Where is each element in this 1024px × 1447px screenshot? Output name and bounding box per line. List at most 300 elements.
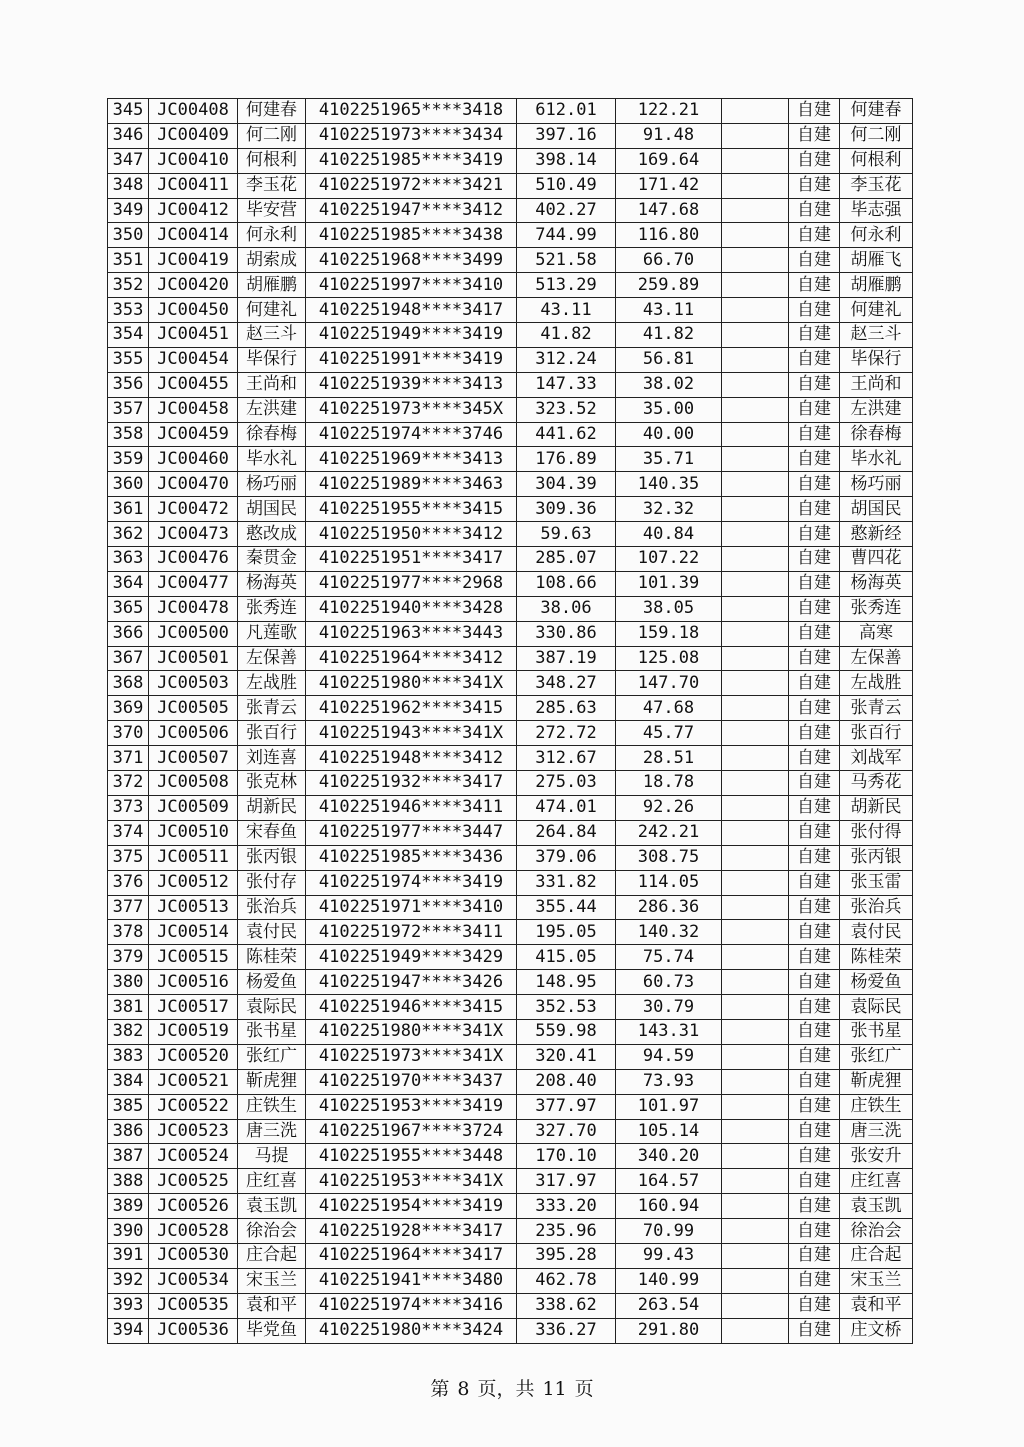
row-number-cell: 382: [108, 1019, 149, 1044]
build-type-cell: 自建: [789, 1019, 840, 1044]
id-number-cell: 4102251946****3415: [306, 995, 517, 1020]
owner-name-cell: 何二刚: [840, 123, 913, 148]
build-type-cell: 自建: [789, 99, 840, 124]
table-row: [108, 945, 913, 970]
note-cell: [722, 795, 789, 820]
area-1-cell: 275.03: [517, 771, 616, 796]
record-code-cell: JC00476: [149, 547, 238, 572]
table-row: [108, 248, 913, 273]
build-type-cell: 自建: [789, 497, 840, 522]
row-number-cell: 381: [108, 995, 149, 1020]
owner-name-cell: 张书星: [840, 1019, 913, 1044]
holder-name-cell: 袁付民: [238, 920, 306, 945]
id-number-cell: 4102251946****3411: [306, 795, 517, 820]
table-row: [108, 148, 913, 173]
area-2-cell: 70.99: [616, 1219, 722, 1244]
record-code-cell: JC00460: [149, 447, 238, 472]
holder-name-cell: 杨巧丽: [238, 472, 306, 497]
area-2-cell: 140.35: [616, 472, 722, 497]
record-code-cell: JC00411: [149, 173, 238, 198]
holder-name-cell: 何建礼: [238, 298, 306, 323]
owner-name-cell: 李玉花: [840, 173, 913, 198]
area-1-cell: 148.95: [517, 970, 616, 995]
area-2-cell: 94.59: [616, 1044, 722, 1069]
row-number-cell: 357: [108, 397, 149, 422]
build-type-cell: 自建: [789, 1044, 840, 1069]
table-row: [108, 1293, 913, 1318]
build-type-cell: 自建: [789, 721, 840, 746]
holder-name-cell: 唐三洗: [238, 1119, 306, 1144]
row-number-cell: 364: [108, 571, 149, 596]
row-number-cell: 362: [108, 522, 149, 547]
record-code-cell: JC00500: [149, 621, 238, 646]
id-number-cell: 4102251967****3724: [306, 1119, 517, 1144]
area-1-cell: 304.39: [517, 472, 616, 497]
build-type-cell: 自建: [789, 198, 840, 223]
id-number-cell: 4102251948****3412: [306, 746, 517, 771]
area-1-cell: 264.84: [517, 820, 616, 845]
holder-name-cell: 刘连喜: [238, 746, 306, 771]
area-2-cell: 105.14: [616, 1119, 722, 1144]
build-type-cell: 自建: [789, 173, 840, 198]
note-cell: [722, 845, 789, 870]
record-code-cell: JC00516: [149, 970, 238, 995]
note-cell: [722, 497, 789, 522]
id-number-cell: 4102251955****3448: [306, 1144, 517, 1169]
area-2-cell: 107.22: [616, 547, 722, 572]
holder-name-cell: 宋春鱼: [238, 820, 306, 845]
area-2-cell: 41.82: [616, 323, 722, 348]
id-number-cell: 4102251969****3413: [306, 447, 517, 472]
build-type-cell: 自建: [789, 970, 840, 995]
owner-name-cell: 何建礼: [840, 298, 913, 323]
area-1-cell: 559.98: [517, 1019, 616, 1044]
owner-name-cell: 张秀连: [840, 596, 913, 621]
table-row: [108, 646, 913, 671]
table-row: [108, 596, 913, 621]
area-1-cell: 208.40: [517, 1069, 616, 1094]
area-2-cell: 286.36: [616, 895, 722, 920]
build-type-cell: 自建: [789, 1243, 840, 1268]
area-1-cell: 395.28: [517, 1243, 616, 1268]
record-code-cell: JC00513: [149, 895, 238, 920]
id-number-cell: 4102251985****3438: [306, 223, 517, 248]
registry-table-body: [108, 99, 913, 1344]
area-2-cell: 43.11: [616, 298, 722, 323]
build-type-cell: 自建: [789, 845, 840, 870]
row-number-cell: 369: [108, 696, 149, 721]
note-cell: [722, 1219, 789, 1244]
note-cell: [722, 547, 789, 572]
build-type-cell: 自建: [789, 148, 840, 173]
record-code-cell: JC00420: [149, 273, 238, 298]
owner-name-cell: 张付得: [840, 820, 913, 845]
id-number-cell: 4102251989****3463: [306, 472, 517, 497]
table-row: [108, 1119, 913, 1144]
holder-name-cell: 胡国民: [238, 497, 306, 522]
record-code-cell: JC00455: [149, 372, 238, 397]
table-row: [108, 1219, 913, 1244]
id-number-cell: 4102251941****3480: [306, 1268, 517, 1293]
table-row: [108, 1144, 913, 1169]
owner-name-cell: 左洪建: [840, 397, 913, 422]
record-code-cell: JC00473: [149, 522, 238, 547]
build-type-cell: 自建: [789, 123, 840, 148]
note-cell: [722, 248, 789, 273]
table-row: [108, 895, 913, 920]
record-code-cell: JC00454: [149, 347, 238, 372]
build-type-cell: 自建: [789, 1219, 840, 1244]
area-2-cell: 340.20: [616, 1144, 722, 1169]
note-cell: [722, 1069, 789, 1094]
table-row: [108, 173, 913, 198]
id-number-cell: 4102251977****3447: [306, 820, 517, 845]
holder-name-cell: 袁际民: [238, 995, 306, 1020]
area-1-cell: 272.72: [517, 721, 616, 746]
row-number-cell: 355: [108, 347, 149, 372]
record-code-cell: JC00511: [149, 845, 238, 870]
holder-name-cell: 何根利: [238, 148, 306, 173]
id-number-cell: 4102251955****3415: [306, 497, 517, 522]
id-number-cell: 4102251964****3412: [306, 646, 517, 671]
area-1-cell: 147.33: [517, 372, 616, 397]
record-code-cell: JC00512: [149, 870, 238, 895]
id-number-cell: 4102251949****3429: [306, 945, 517, 970]
note-cell: [722, 771, 789, 796]
table-row: [108, 621, 913, 646]
note-cell: [722, 621, 789, 646]
owner-name-cell: 张安升: [840, 1144, 913, 1169]
area-2-cell: 160.94: [616, 1194, 722, 1219]
row-number-cell: 386: [108, 1119, 149, 1144]
owner-name-cell: 毕水礼: [840, 447, 913, 472]
id-number-cell: 4102251932****3417: [306, 771, 517, 796]
id-number-cell: 4102251977****2968: [306, 571, 517, 596]
area-2-cell: 30.79: [616, 995, 722, 1020]
owner-name-cell: 何建春: [840, 99, 913, 124]
table-row: [108, 696, 913, 721]
table-row: [108, 1044, 913, 1069]
holder-name-cell: 杨海英: [238, 571, 306, 596]
row-number-cell: 358: [108, 422, 149, 447]
area-2-cell: 101.39: [616, 571, 722, 596]
area-1-cell: 38.06: [517, 596, 616, 621]
owner-name-cell: 张青云: [840, 696, 913, 721]
holder-name-cell: 庄铁生: [238, 1094, 306, 1119]
table-row: [108, 99, 913, 124]
note-cell: [722, 1243, 789, 1268]
table-row: [108, 223, 913, 248]
note-cell: [722, 223, 789, 248]
note-cell: [722, 323, 789, 348]
holder-name-cell: 张付存: [238, 870, 306, 895]
table-row: [108, 298, 913, 323]
owner-name-cell: 庄合起: [840, 1243, 913, 1268]
record-code-cell: JC00472: [149, 497, 238, 522]
area-2-cell: 114.05: [616, 870, 722, 895]
area-2-cell: 125.08: [616, 646, 722, 671]
owner-name-cell: 左战胜: [840, 671, 913, 696]
build-type-cell: 自建: [789, 820, 840, 845]
note-cell: [722, 1169, 789, 1194]
id-number-cell: 4102251947****3412: [306, 198, 517, 223]
owner-name-cell: 靳虎狸: [840, 1069, 913, 1094]
area-1-cell: 379.06: [517, 845, 616, 870]
build-type-cell: 自建: [789, 621, 840, 646]
area-1-cell: 320.41: [517, 1044, 616, 1069]
holder-name-cell: 张克林: [238, 771, 306, 796]
note-cell: [722, 721, 789, 746]
row-number-cell: 353: [108, 298, 149, 323]
area-2-cell: 66.70: [616, 248, 722, 273]
table-row: [108, 323, 913, 348]
area-1-cell: 333.20: [517, 1194, 616, 1219]
area-1-cell: 312.67: [517, 746, 616, 771]
owner-name-cell: 陈桂荣: [840, 945, 913, 970]
row-number-cell: 384: [108, 1069, 149, 1094]
build-type-cell: 自建: [789, 273, 840, 298]
area-1-cell: 348.27: [517, 671, 616, 696]
area-1-cell: 59.63: [517, 522, 616, 547]
note-cell: [722, 422, 789, 447]
row-number-cell: 363: [108, 547, 149, 572]
table-row: [108, 497, 913, 522]
row-number-cell: 365: [108, 596, 149, 621]
table-row: [108, 571, 913, 596]
note-cell: [722, 820, 789, 845]
area-2-cell: 92.26: [616, 795, 722, 820]
id-number-cell: 4102251971****3410: [306, 895, 517, 920]
build-type-cell: 自建: [789, 547, 840, 572]
registry-table: [107, 98, 913, 1344]
owner-name-cell: 杨海英: [840, 571, 913, 596]
row-number-cell: 376: [108, 870, 149, 895]
holder-name-cell: 袁和平: [238, 1293, 306, 1318]
table-row: [108, 547, 913, 572]
table-row: [108, 123, 913, 148]
holder-name-cell: 宋玉兰: [238, 1268, 306, 1293]
row-number-cell: 392: [108, 1268, 149, 1293]
id-number-cell: 4102251973****341X: [306, 1044, 517, 1069]
holder-name-cell: 靳虎狸: [238, 1069, 306, 1094]
record-code-cell: JC00510: [149, 820, 238, 845]
owner-name-cell: 曹四花: [840, 547, 913, 572]
note-cell: [722, 198, 789, 223]
id-number-cell: 4102251974****3746: [306, 422, 517, 447]
row-number-cell: 352: [108, 273, 149, 298]
row-number-cell: 356: [108, 372, 149, 397]
id-number-cell: 4102251973****3434: [306, 123, 517, 148]
area-1-cell: 43.11: [517, 298, 616, 323]
table-row: [108, 397, 913, 422]
table-row: [108, 1069, 913, 1094]
id-number-cell: 4102251972****3411: [306, 920, 517, 945]
id-number-cell: 4102251972****3421: [306, 173, 517, 198]
footer-suffix: 页: [574, 1378, 594, 1400]
owner-name-cell: 徐治会: [840, 1219, 913, 1244]
record-code-cell: JC00506: [149, 721, 238, 746]
holder-name-cell: 张书星: [238, 1019, 306, 1044]
owner-name-cell: 杨爱鱼: [840, 970, 913, 995]
footer-total-pages: 11: [542, 1378, 567, 1400]
build-type-cell: 自建: [789, 298, 840, 323]
note-cell: [722, 970, 789, 995]
area-1-cell: 108.66: [517, 571, 616, 596]
table-row: [108, 970, 913, 995]
footer-middle: 页，共: [477, 1378, 535, 1400]
area-1-cell: 513.29: [517, 273, 616, 298]
note-cell: [722, 920, 789, 945]
row-number-cell: 354: [108, 323, 149, 348]
build-type-cell: 自建: [789, 646, 840, 671]
row-number-cell: 387: [108, 1144, 149, 1169]
record-code-cell: JC00501: [149, 646, 238, 671]
record-code-cell: JC00451: [149, 323, 238, 348]
record-code-cell: JC00522: [149, 1094, 238, 1119]
owner-name-cell: 胡新民: [840, 795, 913, 820]
note-cell: [722, 298, 789, 323]
record-code-cell: JC00412: [149, 198, 238, 223]
holder-name-cell: 马提: [238, 1144, 306, 1169]
id-number-cell: 4102251928****3417: [306, 1219, 517, 1244]
holder-name-cell: 憨改成: [238, 522, 306, 547]
area-1-cell: 323.52: [517, 397, 616, 422]
area-2-cell: 91.48: [616, 123, 722, 148]
area-1-cell: 309.36: [517, 497, 616, 522]
row-number-cell: 372: [108, 771, 149, 796]
id-number-cell: 4102251963****3443: [306, 621, 517, 646]
owner-name-cell: 高寒: [840, 621, 913, 646]
row-number-cell: 348: [108, 173, 149, 198]
table-row: [108, 372, 913, 397]
record-code-cell: JC00535: [149, 1293, 238, 1318]
holder-name-cell: 王尚和: [238, 372, 306, 397]
record-code-cell: JC00525: [149, 1169, 238, 1194]
row-number-cell: 383: [108, 1044, 149, 1069]
row-number-cell: 373: [108, 795, 149, 820]
record-code-cell: JC00477: [149, 571, 238, 596]
row-number-cell: 345: [108, 99, 149, 124]
record-code-cell: JC00503: [149, 671, 238, 696]
row-number-cell: 385: [108, 1094, 149, 1119]
id-number-cell: 4102251948****3417: [306, 298, 517, 323]
row-number-cell: 374: [108, 820, 149, 845]
note-cell: [722, 746, 789, 771]
area-1-cell: 41.82: [517, 323, 616, 348]
holder-name-cell: 毕党鱼: [238, 1318, 306, 1343]
build-type-cell: 自建: [789, 347, 840, 372]
table-row: [108, 795, 913, 820]
id-number-cell: 4102251939****3413: [306, 372, 517, 397]
build-type-cell: 自建: [789, 422, 840, 447]
note-cell: [722, 671, 789, 696]
area-2-cell: 75.74: [616, 945, 722, 970]
area-1-cell: 402.27: [517, 198, 616, 223]
area-2-cell: 60.73: [616, 970, 722, 995]
note-cell: [722, 1293, 789, 1318]
footer-current-page: 8: [457, 1378, 470, 1400]
record-code-cell: JC00458: [149, 397, 238, 422]
row-number-cell: 389: [108, 1194, 149, 1219]
owner-name-cell: 杨巧丽: [840, 472, 913, 497]
area-1-cell: 398.14: [517, 148, 616, 173]
note-cell: [722, 1019, 789, 1044]
holder-name-cell: 庄红喜: [238, 1169, 306, 1194]
holder-name-cell: 张治兵: [238, 895, 306, 920]
note-cell: [722, 1318, 789, 1343]
page-footer: [0, 1374, 1024, 1401]
holder-name-cell: 左战胜: [238, 671, 306, 696]
area-1-cell: 744.99: [517, 223, 616, 248]
record-code-cell: JC00515: [149, 945, 238, 970]
row-number-cell: 361: [108, 497, 149, 522]
area-2-cell: 35.71: [616, 447, 722, 472]
build-type-cell: 自建: [789, 1318, 840, 1343]
table-row: [108, 1169, 913, 1194]
owner-name-cell: 宋玉兰: [840, 1268, 913, 1293]
record-code-cell: JC00519: [149, 1019, 238, 1044]
holder-name-cell: 李玉花: [238, 173, 306, 198]
owner-name-cell: 张红广: [840, 1044, 913, 1069]
id-number-cell: 4102251947****3426: [306, 970, 517, 995]
holder-name-cell: 何二刚: [238, 123, 306, 148]
area-1-cell: 317.97: [517, 1169, 616, 1194]
note-cell: [722, 123, 789, 148]
row-number-cell: 394: [108, 1318, 149, 1343]
area-1-cell: 235.96: [517, 1219, 616, 1244]
owner-name-cell: 徐春梅: [840, 422, 913, 447]
build-type-cell: 自建: [789, 696, 840, 721]
table-row: [108, 472, 913, 497]
area-2-cell: 147.68: [616, 198, 722, 223]
build-type-cell: 自建: [789, 223, 840, 248]
area-1-cell: 338.62: [517, 1293, 616, 1318]
area-1-cell: 387.19: [517, 646, 616, 671]
build-type-cell: 自建: [789, 1268, 840, 1293]
holder-name-cell: 左保善: [238, 646, 306, 671]
area-1-cell: 612.01: [517, 99, 616, 124]
record-code-cell: JC00523: [149, 1119, 238, 1144]
area-1-cell: 474.01: [517, 795, 616, 820]
area-1-cell: 327.70: [517, 1119, 616, 1144]
id-number-cell: 4102251974****3419: [306, 870, 517, 895]
record-code-cell: JC00507: [149, 746, 238, 771]
row-number-cell: 380: [108, 970, 149, 995]
table-row: [108, 198, 913, 223]
build-type-cell: 自建: [789, 1144, 840, 1169]
build-type-cell: 自建: [789, 1194, 840, 1219]
build-type-cell: 自建: [789, 1119, 840, 1144]
record-code-cell: JC00528: [149, 1219, 238, 1244]
area-2-cell: 122.21: [616, 99, 722, 124]
holder-name-cell: 袁玉凯: [238, 1194, 306, 1219]
area-2-cell: 143.31: [616, 1019, 722, 1044]
holder-name-cell: 张秀连: [238, 596, 306, 621]
area-2-cell: 45.77: [616, 721, 722, 746]
area-2-cell: 38.05: [616, 596, 722, 621]
build-type-cell: 自建: [789, 472, 840, 497]
record-code-cell: JC00520: [149, 1044, 238, 1069]
area-2-cell: 40.00: [616, 422, 722, 447]
area-2-cell: 159.18: [616, 621, 722, 646]
owner-name-cell: 何根利: [840, 148, 913, 173]
note-cell: [722, 571, 789, 596]
holder-name-cell: 何建春: [238, 99, 306, 124]
table-row: [108, 347, 913, 372]
holder-name-cell: 何永利: [238, 223, 306, 248]
note-cell: [722, 696, 789, 721]
table-row: [108, 920, 913, 945]
